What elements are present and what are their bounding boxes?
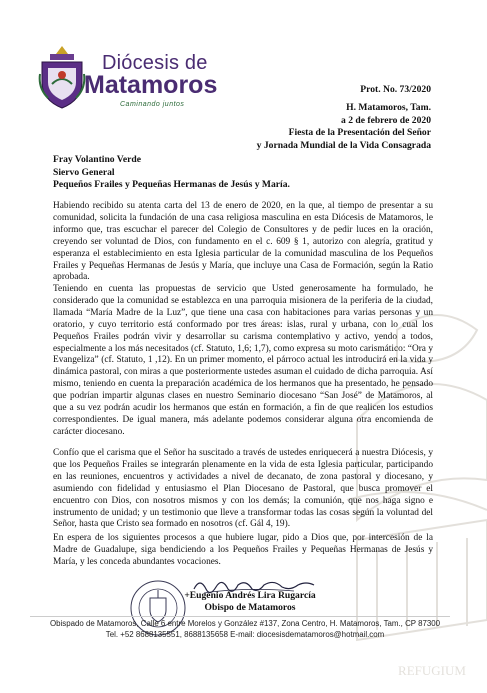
watermark-text: REFUGIUM — [398, 663, 466, 678]
body-paragraph-2: Teniendo en cuenta las propuestas de servicio que Usted generosamente ha formulado, he considerado que la comunidad se establezca en una parroquia misionera de la periferia de la ciudad, llamada “María Madre de la Luz”, que tiene una casa con habitaciones para varias personas y un oratorio, y cuyo territorio está conformado por tres áreas: islas, rural y urbana, con lo cual los Pequeños Frailes podrán vivir y desarrollar su carisma contemplativo y activo, yendo a todos, especialmente a los más necesitados (cf. Statuto, 1,6; 1,7), como expresa su moto carismático: “Ora y Evangeliza” (cf. Statuto, 1 ,12). En un primer momento, el párroco actual les introducirá en la vida y dinámica pastoral, con miras a que posteriormente ustedes asuman el cuidado de dicha parroquia. Así mismo, teniendo en cuenta la preparación académica de los hermanos que ha presentado, he pensado que podrían impartir algunas clases en nuestro Seminario diocesano “San José” de Matamoros, al que a su vez podrán acudir los hermanos que están en formación, a fin de que realicen los estudios correspondientes. De igual manera, más adelante podemos considerar alguna otra encomienda de carácter diocesano. — [53, 284, 433, 437]
recipient-block — [53, 154, 290, 192]
footer-contact: Tel. +52 8688135551, 8688135658 E-mail: diocesisdematamoros@hotmail.com — [105, 630, 385, 639]
feast-line2: y Jornada Mundial de la Vida Consagrada — [256, 139, 431, 151]
feast-line1: Fiesta de la Presentación del Señor — [288, 127, 431, 138]
body-paragraph-4: En espera de los siguientes procesos a que hubiere lugar, pido a Dios que, por intercesión de la Madre de Guadalupe, siga bendiciendo a los Pequeños Frailes y Pequeñas Hermanas de Jesús y María, y les conceda abundantes vocaciones. — [53, 533, 433, 567]
recipient-org: Pequeños Frailes y Pequeñas Hermanas de Jesús y María. — [53, 179, 290, 190]
signer-name: +Eugenio Andrés Lira Rugarcía — [184, 590, 316, 601]
coat-of-arms-icon — [38, 44, 86, 110]
footer — [30, 618, 460, 640]
letter-place: H. Matamoros, Tam. — [346, 102, 431, 113]
protocol-number: Prot. No. 73/2020 — [360, 84, 431, 95]
diocese-name-line1: Diócesis de — [102, 52, 208, 74]
signer-title: Obispo de Matamoros — [204, 602, 296, 613]
signature-block — [180, 590, 320, 614]
footer-address: Obispado de Matamoros, Calle 6 entre Morelos y González #137, Zona Centro, H. Matamoros, Tam., CP 87300 — [49, 619, 441, 628]
recipient-role: Siervo General — [53, 166, 115, 178]
body-paragraph-3: Confío que el carisma que el Señor ha suscitado a través de ustedes enriquecerá a nuestra Diócesis, y que los Pequeños Frailes se integrarán plenamente en la vida de esta Iglesia particular, participando en las reuniones, encuentros y actividades a nivel de decanato, de zona pastoral y diocesano, y asumiendo con fidelidad y entusiasmo el Plan Diocesano de Pastoral, que busca promover el encuentro con Dios, con nosotros mismos y con los demás; la comunión, que nos haga signo e instrumento de unidad; y un testimonio que lleve a transformar todas las cosas según la voluntad del Señor, hasta que Cristo sea formado en nosotros (cf. Gál 4, 19). — [53, 448, 433, 530]
diocese-tagline: Caminando juntos — [120, 101, 185, 108]
diocese-logo — [38, 44, 238, 112]
diocese-name-line2: Matamoros — [84, 71, 218, 99]
body-paragraph-1: Habiendo recibido su atenta carta del 13 de enero de 2020, en la que, al tiempo de presentar a su comunidad, solicita la fundación de una casa religiosa masculina en esta Diócesis de Matamoros, le informo que, tras escuchar el parecer del Colegio de Consultores y de pedir luces en la oración, creyendo ser voluntad de Dios, con fundamento en el c. 609 § 1, autorizo con alegría, gratitud y esperanza el establecimiento en esta Iglesia particular de la comunidad masculina de los Pequeños Frailes y Pequeñas Hermanas de Jesús y María, que incluye una Casa de Formación, según la Ratio aprobada. — [53, 201, 433, 283]
footer-divider — [30, 616, 450, 617]
recipient-name: Fray Volantino Verde — [53, 154, 141, 165]
letter-date: a 2 de febrero de 2020 — [341, 114, 431, 126]
